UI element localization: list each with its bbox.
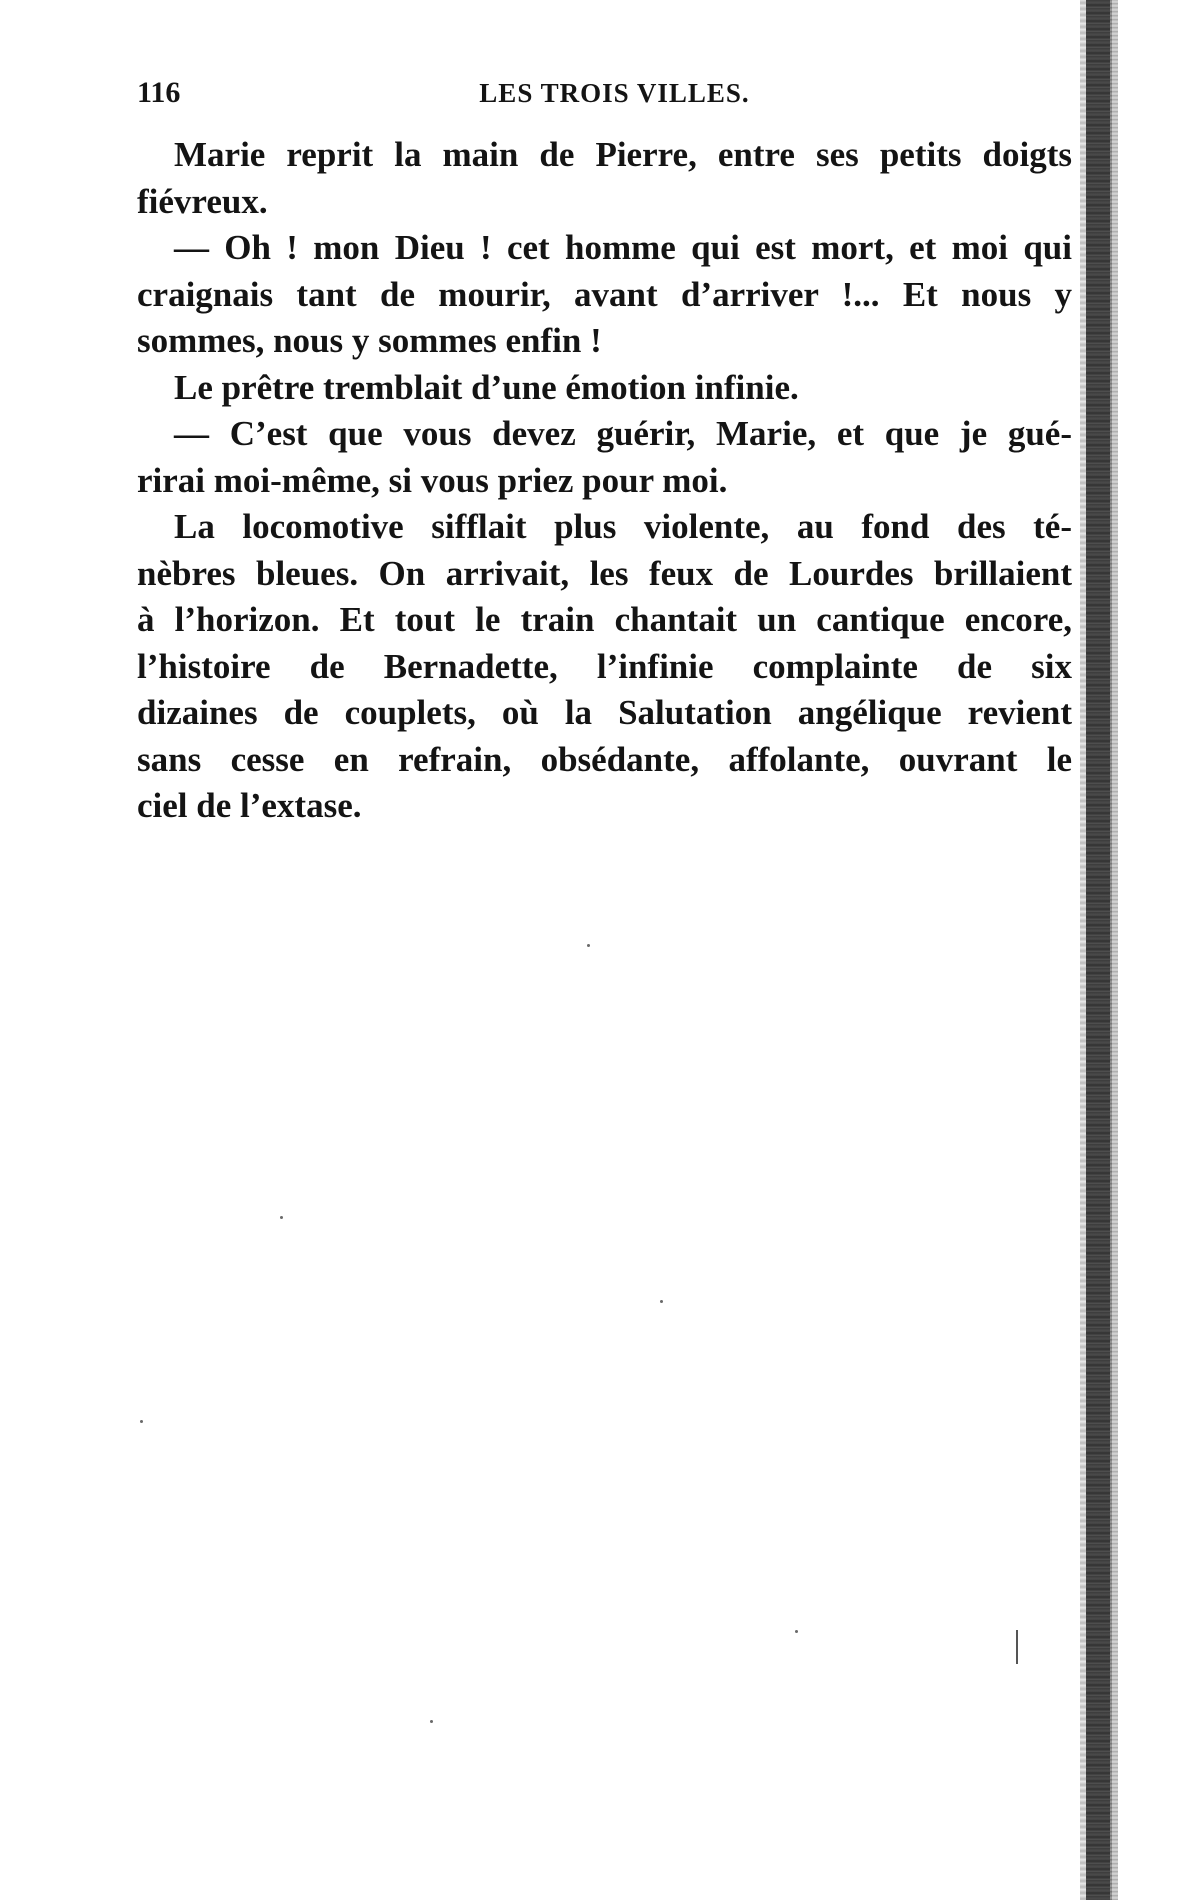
paper-speck: [795, 1630, 798, 1633]
binding-edge: [1086, 0, 1112, 1900]
text-line: à l’horizon. Et tout le train chantait un cantique encore,: [137, 600, 1072, 639]
body-text: [137, 132, 1072, 830]
binding-shadow-inner: [1110, 0, 1118, 1900]
text-line: rirai moi-même, si vous priez pour moi.: [137, 460, 728, 500]
text-line: sommes, nous y sommes enfin !: [137, 321, 602, 360]
paper-mark: [1016, 1630, 1018, 1664]
text-line: ciel de l’extase.: [137, 786, 362, 825]
page-number: 116: [137, 76, 181, 109]
paper-speck: [140, 1420, 143, 1423]
text-line: — Oh ! mon Dieu ! cet homme qui est mort, et moi qui: [174, 228, 1072, 267]
running-head: [137, 76, 1072, 116]
text-line: dizaines de couplets, où la Salutation angélique revient: [137, 693, 1072, 732]
paper-speck: [660, 1300, 663, 1303]
text-line: sans cesse en refrain, obsédante, affolante, ouvrant le: [137, 739, 1072, 779]
text-line: craignais tant de mourir, avant d’arriver !... Et nous y: [137, 274, 1072, 314]
text-line: fiévreux.: [137, 181, 268, 221]
paper-speck: [587, 944, 590, 947]
text-line: Le prêtre tremblait d’une émotion infinie.: [174, 367, 799, 407]
text-line: Marie reprit la main de Pierre, entre ses petits doigts: [174, 135, 1072, 174]
text-line: — C’est que vous devez guérir, Marie, et que je gué-: [174, 414, 1072, 453]
text-line: l’histoire de Bernadette, l’infinie complainte de six: [137, 646, 1072, 686]
paper-speck: [280, 1216, 283, 1219]
paper-speck: [430, 1720, 433, 1723]
running-title: LES TROIS VILLES.: [479, 78, 750, 108]
text-line: La locomotive sifflait plus violente, au fond des té-: [174, 507, 1072, 546]
text-line: nèbres bleues. On arrivait, les feux de Lourdes brillaient: [137, 553, 1072, 593]
